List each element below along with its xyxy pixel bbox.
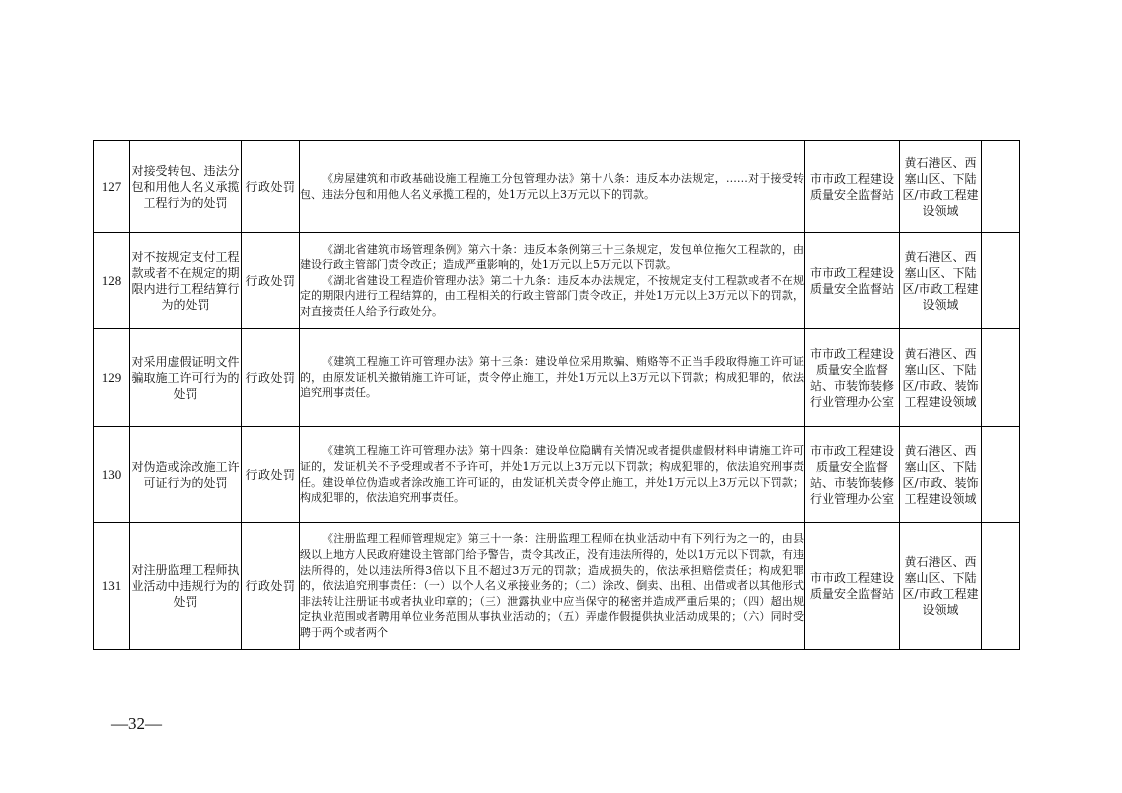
item-name: 对接受转包、违法分包和用他人名义承揽工程行为的处罚 — [130, 141, 242, 233]
table-row — [94, 141, 1020, 233]
item-name: 对不按规定支付工程款或者不在规定的期限内进行工程结算行为的处罚 — [130, 233, 242, 329]
row-number: 128 — [94, 233, 130, 329]
item-name: 对伪造或涂改施工许可证行为的处罚 — [130, 427, 242, 523]
item-name: 对注册监理工程师执业活动中违规行为的处罚 — [130, 523, 242, 650]
table-row — [94, 523, 1020, 650]
table-row — [94, 329, 1020, 427]
legal-basis — [300, 523, 805, 650]
jurisdiction-area: 黄石港区、西塞山区、下陆区/市政、装饰工程建设领域 — [900, 427, 982, 523]
table-row — [94, 427, 1020, 523]
jurisdiction-area: 黄石港区、西塞山区、下陆区/市政工程建设领域 — [900, 233, 982, 329]
page-number: —32— — [111, 714, 162, 733]
remarks-cell — [982, 141, 1020, 233]
table-row — [94, 233, 1020, 329]
item-type: 行政处罚 — [242, 233, 300, 329]
jurisdiction-area: 黄石港区、西塞山区、下陆区/市政工程建设领域 — [900, 523, 982, 650]
legal-basis — [300, 329, 805, 427]
legal-basis-paragraph: 《湖北省建筑市场管理条例》第六十条：违反本条例第三十三条规定，发包单位拖欠工程款的，由建设行政主管部门责令改正；造成严重影响的，处1万元以上5万元以下罚款。 — [300, 242, 804, 272]
responsible-department: 市市政工程建设质量安全监督站 — [805, 141, 900, 233]
item-type: 行政处罚 — [242, 523, 300, 650]
item-type: 行政处罚 — [242, 427, 300, 523]
remarks-cell — [982, 427, 1020, 523]
jurisdiction-area: 黄石港区、西塞山区、下陆区/市政工程建设领域 — [900, 141, 982, 233]
item-type: 行政处罚 — [242, 141, 300, 233]
remarks-cell — [982, 329, 1020, 427]
legal-basis-paragraph: 《建筑工程施工许可管理办法》第十四条：建设单位隐瞒有关情况或者提供虚假材料申请施工许可证的，发证机关不予受理或者不予许可，并处1万元以上3万元以下罚款；构成犯罪的，依法追究刑事责任。建设单位伪造或者涂改施工许可证的，由发证机关责令停止施工，并处1万元以上3万元以下罚款；构成犯罪的，依法追究刑事责任。 — [300, 444, 804, 505]
legal-basis — [300, 233, 805, 329]
responsible-department: 市市政工程建设质量安全监督站 — [805, 233, 900, 329]
legal-basis-paragraph: 《房屋建筑和市政基础设施工程施工分包管理办法》第十八条：违反本办法规定，……对于接受转包、违法分包和用他人名义承揽工程的，处1万元以上3万元以下的罚款。 — [300, 171, 804, 201]
responsible-department: 市市政工程建设质量安全监督站、市装饰装修行业管理办公室 — [805, 329, 900, 427]
row-number: 131 — [94, 523, 130, 650]
legal-basis-paragraph: 《注册监理工程师管理规定》第三十一条：注册监理工程师在执业活动中有下列行为之一的，由县级以上地方人民政府建设主管部门给予警告，责令其改正，没有违法所得的，处以1万元以下罚款，有违法所得的，处以违法所得3倍以下且不超过3万元的罚款；造成损失的，依法承担赔偿责任；构成犯罪的，依法追究刑事责任：（一）以个人名义承接业务的；（二）涂改、倒卖、出租、出借或者以其他形式非法转让注册证书或者执业印章的；（三）泄露执业中应当保守的秘密并造成严重后果的；（四）超出规定执业范围或者聘用单位业务范围从事执业活动的；（五）弄虚作假提供执业活动成果的；（六）同时受聘于两个或者两个 — [300, 532, 804, 639]
responsible-department: 市市政工程建设质量安全监督站 — [805, 523, 900, 650]
row-number: 127 — [94, 141, 130, 233]
item-name: 对采用虚假证明文件骗取施工许可行为的处罚 — [130, 329, 242, 427]
enforcement-items-table — [93, 140, 1020, 650]
row-number: 129 — [94, 329, 130, 427]
responsible-department: 市市政工程建设质量安全监督站、市装饰装修行业管理办公室 — [805, 427, 900, 523]
legal-basis — [300, 427, 805, 523]
row-number: 130 — [94, 427, 130, 523]
jurisdiction-area: 黄石港区、西塞山区、下陆区/市政、装饰工程建设领域 — [900, 329, 982, 427]
item-type: 行政处罚 — [242, 329, 300, 427]
remarks-cell — [982, 523, 1020, 650]
legal-basis — [300, 141, 805, 233]
legal-basis-paragraph: 《湖北省建设工程造价管理办法》第二十九条：违反本办法规定，不按规定支付工程款或者不在规定的期限内进行工程结算的，由工程相关的行政主管部门责令改正，并处1万元以上3万元以下的罚款，对直接责任人给予行政处分。 — [300, 273, 804, 318]
remarks-cell — [982, 233, 1020, 329]
legal-basis-paragraph: 《建筑工程施工许可管理办法》第十三条：建设单位采用欺骗、贿赂等不正当手段取得施工许可证的，由原发证机关撤销施工许可证，责令停止施工，并处1万元以上3万元以下罚款；构成犯罪的，依法追究刑事责任。 — [300, 355, 804, 400]
